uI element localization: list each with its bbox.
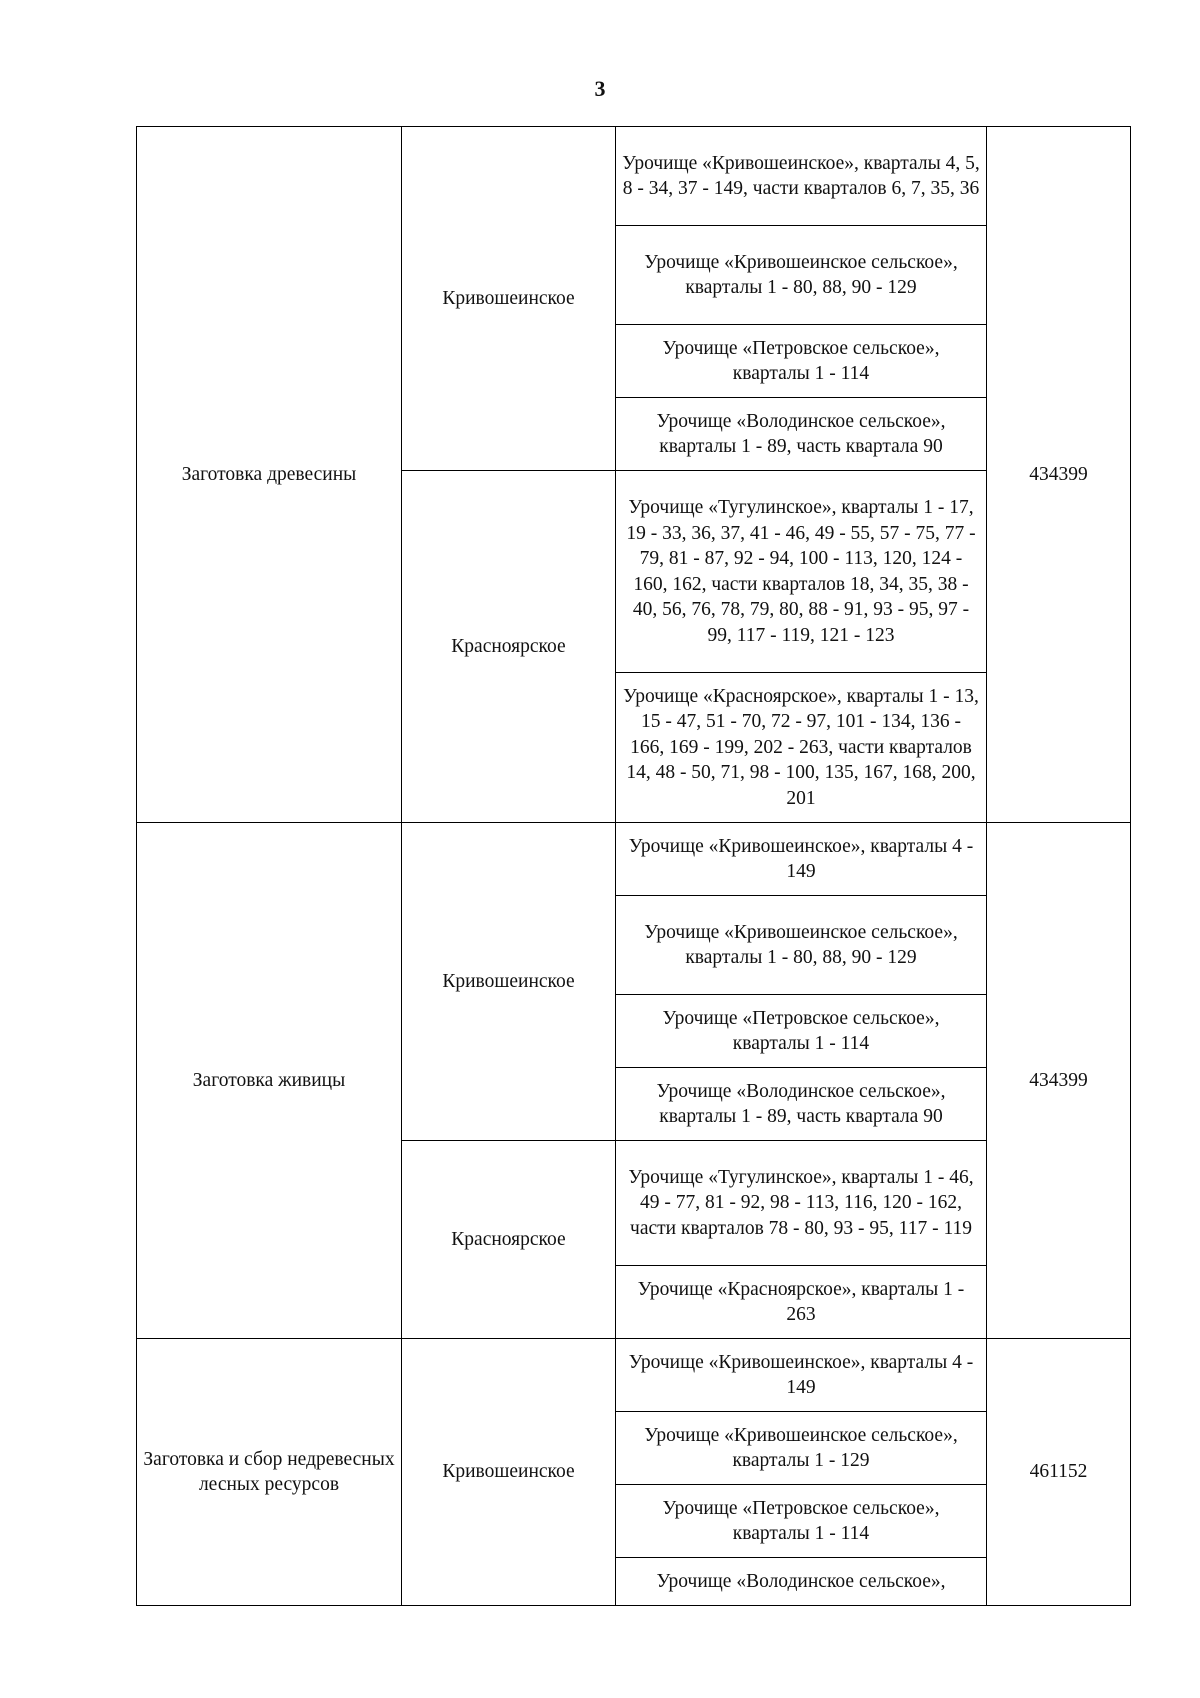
- tract-cell: Урочище «Тугулинское», кварталы 1 - 46, 49 - 77, 81 - 92, 98 - 113, 116, 120 - 162, части кварталов 78 - 80, 93 - 95, 117 - 119: [616, 1141, 987, 1266]
- tract-cell: Урочище «Кривошеинское», кварталы 4, 5, 8 - 34, 37 - 149, части кварталов 6, 7, 35, 36: [616, 127, 987, 226]
- activity-cell: Заготовка и сбор недревесных лесных ресурсов: [137, 1339, 402, 1606]
- tract-cell: Урочище «Кривошеинское сельское», кварталы 1 - 80, 88, 90 - 129: [616, 896, 987, 995]
- forestry-cell: Красноярское: [402, 1141, 616, 1339]
- forest-use-table: [136, 126, 1131, 1606]
- tract-cell: Урочище «Петровское сельское», кварталы 1 - 114: [616, 1485, 987, 1558]
- area-cell: 434399: [987, 127, 1131, 823]
- forestry-cell: Красноярское: [402, 471, 616, 823]
- activity-cell: Заготовка древесины: [137, 127, 402, 823]
- table-row: [137, 823, 1131, 896]
- table-row: [137, 1339, 1131, 1412]
- tract-cell: Урочище «Красноярское», кварталы 1 - 263: [616, 1266, 987, 1339]
- area-cell: 434399: [987, 823, 1131, 1339]
- tract-cell: Урочище «Красноярское», кварталы 1 - 13, 15 - 47, 51 - 70, 72 - 97, 101 - 134, 136 - 166, 169 - 199, 202 - 263, части кварталов 14, 48 - 50, 71, 98 - 100, 135, 167, 168, 200, 201: [616, 673, 987, 823]
- tract-cell: Урочище «Кривошеинское», кварталы 4 - 149: [616, 1339, 987, 1412]
- activity-cell: Заготовка живицы: [137, 823, 402, 1339]
- tract-cell: Урочище «Кривошеинское сельское», кварталы 1 - 129: [616, 1412, 987, 1485]
- area-cell: 461152: [987, 1339, 1131, 1606]
- tract-cell: Урочище «Володинское сельское»,: [616, 1558, 987, 1606]
- forestry-cell: Кривошеинское: [402, 127, 616, 471]
- tract-cell: Урочище «Володинское сельское», кварталы 1 - 89, часть квартала 90: [616, 1068, 987, 1141]
- tract-cell: Урочище «Петровское сельское», кварталы 1 - 114: [616, 325, 987, 398]
- tract-cell: Урочище «Кривошеинское сельское», кварталы 1 - 80, 88, 90 - 129: [616, 226, 987, 325]
- forestry-cell: Кривошеинское: [402, 1339, 616, 1606]
- table-row: [137, 127, 1131, 226]
- tract-cell: Урочище «Кривошеинское», кварталы 4 - 149: [616, 823, 987, 896]
- page-number: 3: [594, 76, 606, 101]
- tract-cell: Урочище «Володинское сельское», кварталы 1 - 89, часть квартала 90: [616, 398, 987, 471]
- forestry-cell: Кривошеинское: [402, 823, 616, 1141]
- tract-cell: Урочище «Тугулинское», кварталы 1 - 17, 19 - 33, 36, 37, 41 - 46, 49 - 55, 57 - 75, 77 - 79, 81 - 87, 92 - 94, 100 - 113, 120, 124 - 160, 162, части кварталов 18, 34, 35, 38 - 40, 56, 76, 78, 79, 80, 88 - 91, 93 - 95, 97 - 99, 117 - 119, 121 - 123: [616, 471, 987, 673]
- tract-cell: Урочище «Петровское сельское», кварталы 1 - 114: [616, 995, 987, 1068]
